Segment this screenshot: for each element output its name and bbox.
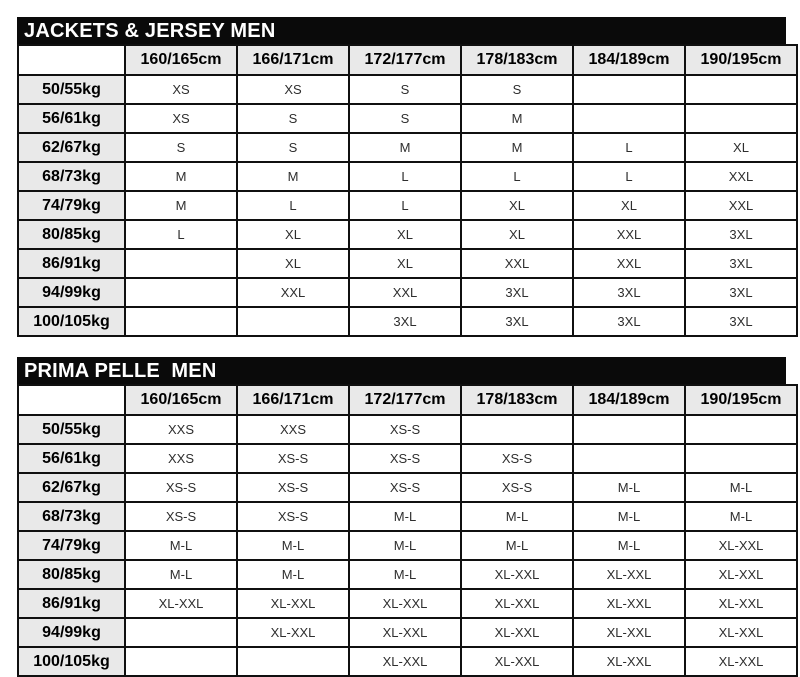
size-cell: [685, 75, 797, 104]
row-header-weight: 50/55kg: [18, 75, 125, 104]
row-header-weight: 100/105kg: [18, 647, 125, 676]
column-header-height: 190/195cm: [685, 385, 797, 415]
row-header-weight: 56/61kg: [18, 104, 125, 133]
size-cell: XL: [461, 220, 573, 249]
size-cell: XL: [237, 220, 349, 249]
corner-cell: [18, 45, 125, 75]
table-row: [18, 220, 797, 249]
column-header-height: 160/165cm: [125, 45, 237, 75]
size-cell: XXL: [461, 249, 573, 278]
chart-title-bar: [17, 17, 786, 44]
column-header-height: 166/171cm: [237, 385, 349, 415]
row-header-weight: 68/73kg: [18, 162, 125, 191]
row-header-weight: 50/55kg: [18, 415, 125, 444]
size-cell: [125, 647, 237, 676]
size-cell: M-L: [685, 502, 797, 531]
size-cell: M-L: [237, 531, 349, 560]
size-cell: M-L: [125, 531, 237, 560]
table-row: [18, 473, 797, 502]
size-cell: XL-XXL: [685, 647, 797, 676]
size-cell: M: [461, 104, 573, 133]
size-cell: XXS: [237, 415, 349, 444]
size-cell: M-L: [349, 502, 461, 531]
row-header-weight: 86/91kg: [18, 249, 125, 278]
size-cell: [237, 307, 349, 336]
size-cell: L: [125, 220, 237, 249]
table-row: [18, 502, 797, 531]
size-cell: XS-S: [237, 502, 349, 531]
size-cell: XL-XXL: [573, 618, 685, 647]
size-cell: XS-S: [349, 444, 461, 473]
size-cell: [125, 278, 237, 307]
table-row: [18, 307, 797, 336]
size-cell: XL-XXL: [685, 589, 797, 618]
table-row: [18, 444, 797, 473]
row-header-weight: 62/67kg: [18, 473, 125, 502]
size-cell: [573, 444, 685, 473]
size-cell: XL-XXL: [237, 618, 349, 647]
size-cell: XXS: [125, 415, 237, 444]
size-cell: L: [237, 191, 349, 220]
size-cell: XL: [349, 249, 461, 278]
size-cell: XS-S: [349, 473, 461, 502]
size-cell: XL: [237, 249, 349, 278]
corner-cell: [18, 385, 125, 415]
size-cell: S: [237, 133, 349, 162]
size-cell: XXL: [573, 249, 685, 278]
size-cell: S: [461, 75, 573, 104]
size-cell: XS: [125, 104, 237, 133]
size-cell: XS: [237, 75, 349, 104]
table-row: [18, 618, 797, 647]
size-cell: XS-S: [237, 473, 349, 502]
size-cell: 3XL: [349, 307, 461, 336]
size-cell: M-L: [573, 531, 685, 560]
size-cell: XL-XXL: [573, 560, 685, 589]
size-cell: 3XL: [461, 278, 573, 307]
table-row: [18, 589, 797, 618]
size-cell: M-L: [349, 531, 461, 560]
column-header-height: 184/189cm: [573, 45, 685, 75]
chart-title-bar: [17, 357, 786, 384]
size-cell: M: [461, 133, 573, 162]
size-cell: 3XL: [461, 307, 573, 336]
size-cell: XL-XXL: [349, 589, 461, 618]
table-row: [18, 133, 797, 162]
size-cell: L: [349, 162, 461, 191]
size-cell: 3XL: [685, 220, 797, 249]
size-cell: [125, 618, 237, 647]
size-cell: [685, 104, 797, 133]
row-header-weight: 94/99kg: [18, 278, 125, 307]
table-row: [18, 278, 797, 307]
size-chart-section: [17, 17, 786, 337]
column-header-height: 178/183cm: [461, 45, 573, 75]
row-header-weight: 80/85kg: [18, 560, 125, 589]
row-header-weight: 80/85kg: [18, 220, 125, 249]
size-cell: XXL: [685, 191, 797, 220]
size-cell: L: [349, 191, 461, 220]
row-header-weight: 100/105kg: [18, 307, 125, 336]
size-cell: XL-XXL: [461, 589, 573, 618]
column-header-height: 190/195cm: [685, 45, 797, 75]
row-header-weight: 62/67kg: [18, 133, 125, 162]
size-cell: M-L: [573, 473, 685, 502]
size-cell: XL: [349, 220, 461, 249]
size-cell: M-L: [349, 560, 461, 589]
size-cell: [573, 75, 685, 104]
size-cell: XS-S: [125, 502, 237, 531]
table-row: [18, 415, 797, 444]
table-row: [18, 75, 797, 104]
size-cell: S: [237, 104, 349, 133]
size-cell: XXL: [685, 162, 797, 191]
size-cell: XL-XXL: [125, 589, 237, 618]
size-cell: XL-XXL: [461, 618, 573, 647]
size-cell: XS-S: [349, 415, 461, 444]
header-row: [18, 45, 797, 75]
size-cell: M: [125, 191, 237, 220]
size-cell: XS-S: [461, 444, 573, 473]
size-cell: M-L: [461, 502, 573, 531]
size-cell: [237, 647, 349, 676]
size-cell: L: [461, 162, 573, 191]
chart-title: PRIMA PELLE MEN: [24, 359, 217, 382]
size-cell: [461, 415, 573, 444]
table-row: [18, 191, 797, 220]
size-cell: XL-XXL: [685, 560, 797, 589]
column-header-height: 172/177cm: [349, 385, 461, 415]
chart-title: JACKETS & JERSEY MEN: [24, 19, 276, 42]
size-cell: 3XL: [573, 307, 685, 336]
size-cell: M-L: [237, 560, 349, 589]
column-header-height: 166/171cm: [237, 45, 349, 75]
size-cell: M: [125, 162, 237, 191]
size-cell: [125, 249, 237, 278]
table-row: [18, 560, 797, 589]
row-header-weight: 94/99kg: [18, 618, 125, 647]
table-row: [18, 647, 797, 676]
size-cell: M-L: [125, 560, 237, 589]
table-row: [18, 249, 797, 278]
size-cell: S: [349, 104, 461, 133]
size-cell: XXL: [573, 220, 685, 249]
size-cell: M: [349, 133, 461, 162]
row-header-weight: 74/79kg: [18, 191, 125, 220]
size-cell: XS: [125, 75, 237, 104]
column-header-height: 172/177cm: [349, 45, 461, 75]
size-cell: XL-XXL: [461, 560, 573, 589]
size-cell: XL-XXL: [349, 647, 461, 676]
size-cell: M-L: [461, 531, 573, 560]
size-grid-table: [17, 44, 798, 337]
size-cell: XXL: [237, 278, 349, 307]
size-cell: S: [349, 75, 461, 104]
row-header-weight: 68/73kg: [18, 502, 125, 531]
size-cell: XL: [461, 191, 573, 220]
size-chart-section: [17, 357, 786, 677]
row-header-weight: 86/91kg: [18, 589, 125, 618]
size-cell: L: [573, 162, 685, 191]
size-cell: XL-XXL: [685, 531, 797, 560]
size-cell: M-L: [573, 502, 685, 531]
table-row: [18, 162, 797, 191]
size-cell: 3XL: [685, 307, 797, 336]
size-cell: 3XL: [685, 249, 797, 278]
row-header-weight: 56/61kg: [18, 444, 125, 473]
header-row: [18, 385, 797, 415]
size-cell: 3XL: [685, 278, 797, 307]
size-cell: XS-S: [461, 473, 573, 502]
size-cell: [685, 444, 797, 473]
size-cell: M-L: [685, 473, 797, 502]
size-cell: [685, 415, 797, 444]
size-cell: M: [237, 162, 349, 191]
size-cell: [573, 415, 685, 444]
size-cell: XL: [573, 191, 685, 220]
size-cell: L: [573, 133, 685, 162]
table-row: [18, 104, 797, 133]
size-cell: XL: [685, 133, 797, 162]
size-cell: XL-XXL: [237, 589, 349, 618]
column-header-height: 160/165cm: [125, 385, 237, 415]
table-row: [18, 531, 797, 560]
row-header-weight: 74/79kg: [18, 531, 125, 560]
size-cell: [125, 307, 237, 336]
size-cell: XL-XXL: [573, 589, 685, 618]
size-cell: S: [125, 133, 237, 162]
size-cell: 3XL: [573, 278, 685, 307]
size-cell: XL-XXL: [685, 618, 797, 647]
size-cell: XS-S: [125, 473, 237, 502]
size-cell: XL-XXL: [349, 618, 461, 647]
size-cell: XS-S: [237, 444, 349, 473]
size-grid-table: [17, 384, 798, 677]
column-header-height: 178/183cm: [461, 385, 573, 415]
size-cell: XXS: [125, 444, 237, 473]
column-header-height: 184/189cm: [573, 385, 685, 415]
size-cell: XL-XXL: [573, 647, 685, 676]
size-charts-container: [17, 17, 786, 677]
size-cell: [573, 104, 685, 133]
size-cell: XL-XXL: [461, 647, 573, 676]
size-cell: XXL: [349, 278, 461, 307]
